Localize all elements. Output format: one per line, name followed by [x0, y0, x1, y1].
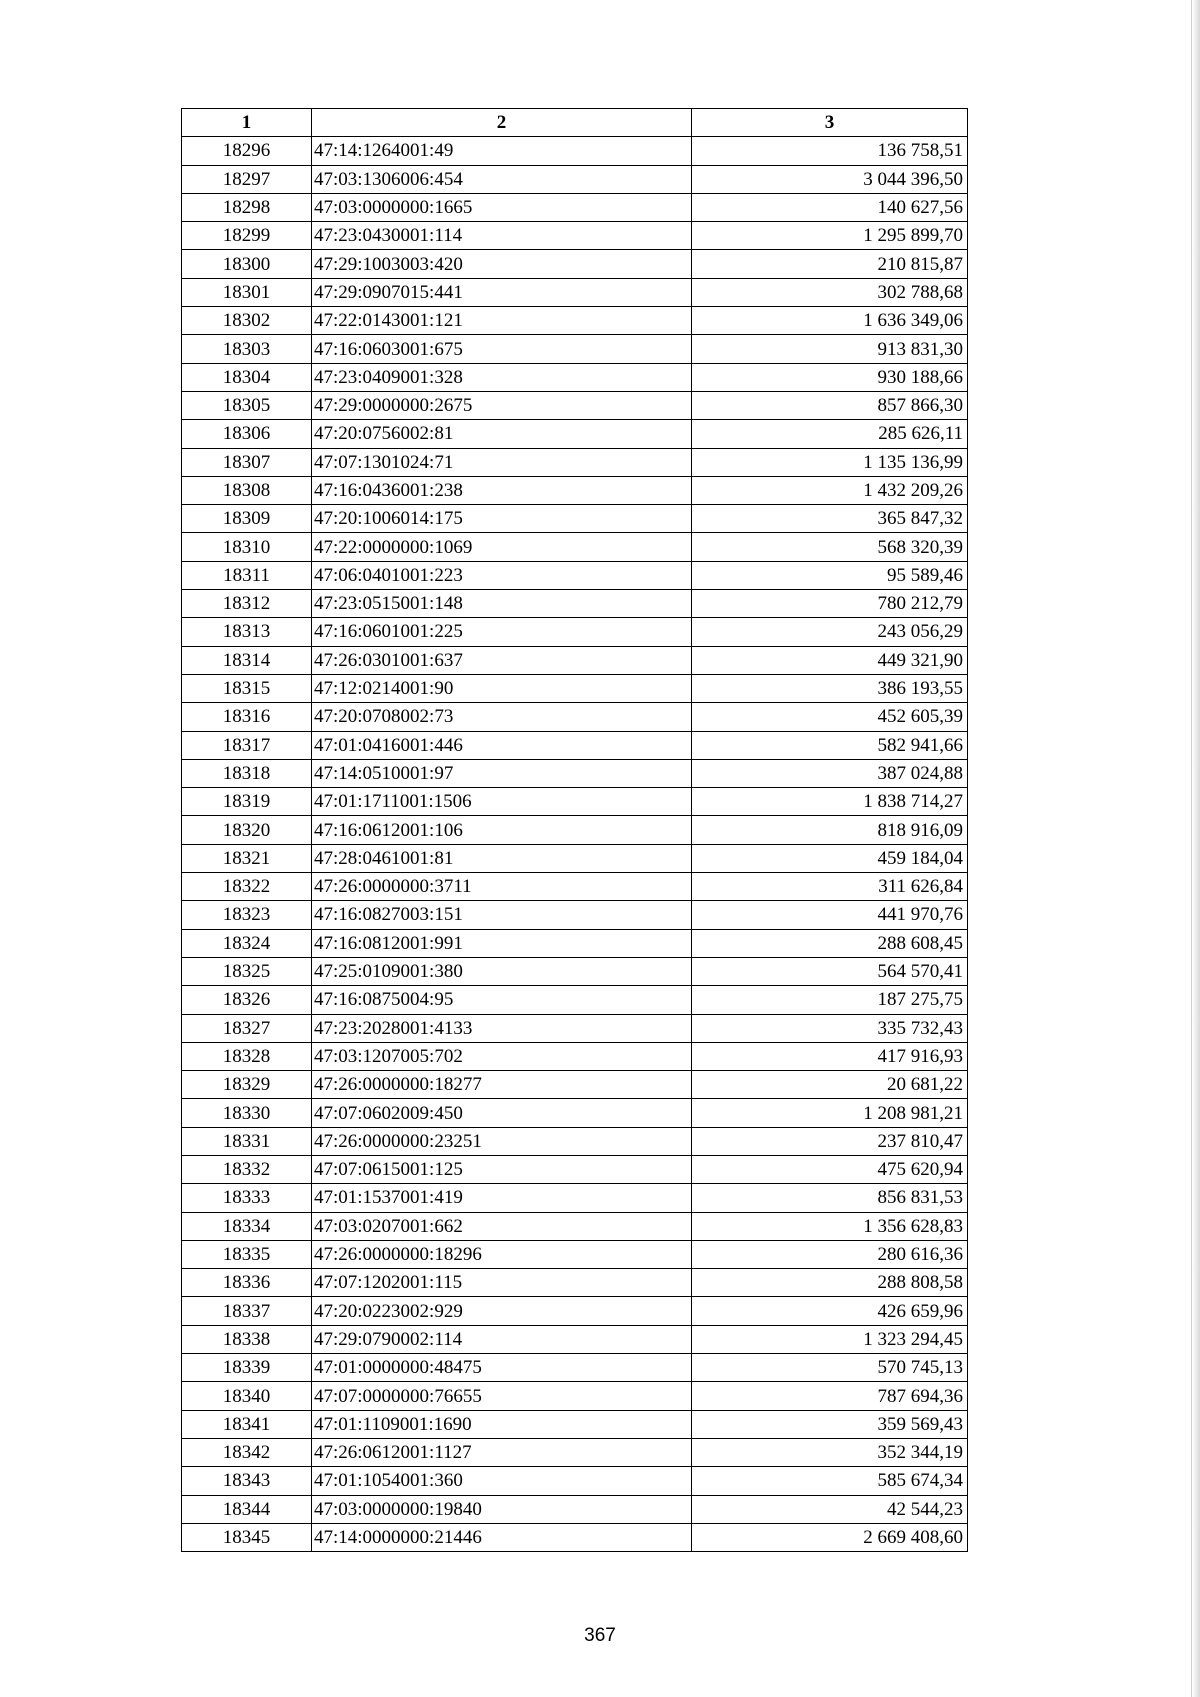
cadastral-number-cell: 47:16:0875004:95 [312, 986, 692, 1014]
cadastral-number-cell: 47:16:0827003:151 [312, 901, 692, 929]
cadastral-number-cell: 47:23:0409001:328 [312, 363, 692, 391]
cadastral-number-cell: 47:20:1006014:175 [312, 505, 692, 533]
row-number-cell: 18319 [182, 788, 312, 816]
table-row [182, 448, 968, 476]
table-row [182, 929, 968, 957]
table-row [182, 250, 968, 278]
value-cell: 1 636 349,06 [692, 307, 968, 335]
table-row [182, 1382, 968, 1410]
cadastral-number-cell: 47:20:0756002:81 [312, 420, 692, 448]
cadastral-number-cell: 47:03:1207005:702 [312, 1042, 692, 1070]
table-header-row [182, 109, 968, 137]
value-cell: 365 847,32 [692, 505, 968, 533]
cadastral-number-cell: 47:07:0000000:76655 [312, 1382, 692, 1410]
row-number-cell: 18325 [182, 957, 312, 985]
row-number-cell: 18334 [182, 1212, 312, 1240]
row-number-cell: 18311 [182, 561, 312, 589]
row-number-cell: 18342 [182, 1438, 312, 1466]
cadastral-number-cell: 47:01:0000000:48475 [312, 1354, 692, 1382]
value-cell: 95 589,46 [692, 561, 968, 589]
value-cell: 564 570,41 [692, 957, 968, 985]
table-row [182, 1438, 968, 1466]
value-cell: 311 626,84 [692, 873, 968, 901]
row-number-cell: 18315 [182, 674, 312, 702]
table-row [182, 901, 968, 929]
cadastral-number-cell: 47:06:0401001:223 [312, 561, 692, 589]
row-number-cell: 18329 [182, 1071, 312, 1099]
cadastral-number-cell: 47:14:1264001:49 [312, 137, 692, 165]
table-row [182, 1467, 968, 1495]
value-cell: 1 208 981,21 [692, 1099, 968, 1127]
row-number-cell: 18312 [182, 590, 312, 618]
cadastral-number-cell: 47:07:0615001:125 [312, 1155, 692, 1183]
table-row [182, 816, 968, 844]
cadastral-number-cell: 47:29:0907015:441 [312, 278, 692, 306]
cadastral-number-cell: 47:01:1054001:360 [312, 1467, 692, 1495]
table-row [182, 844, 968, 872]
cadastral-number-cell: 47:16:0601001:225 [312, 618, 692, 646]
value-cell: 1 838 714,27 [692, 788, 968, 816]
row-number-cell: 18297 [182, 165, 312, 193]
cadastral-number-cell: 47:01:0416001:446 [312, 731, 692, 759]
row-number-cell: 18341 [182, 1410, 312, 1438]
table-row [182, 505, 968, 533]
value-cell: 441 970,76 [692, 901, 968, 929]
table-row [182, 1354, 968, 1382]
value-cell: 818 916,09 [692, 816, 968, 844]
table-row [182, 1240, 968, 1268]
table-row [182, 363, 968, 391]
cadastral-number-cell: 47:26:0000000:3711 [312, 873, 692, 901]
cadastral-number-cell: 47:16:0436001:238 [312, 476, 692, 504]
table-row [182, 307, 968, 335]
value-cell: 1 295 899,70 [692, 222, 968, 250]
row-number-cell: 18328 [182, 1042, 312, 1070]
value-cell: 426 659,96 [692, 1297, 968, 1325]
row-number-cell: 18300 [182, 250, 312, 278]
row-number-cell: 18305 [182, 391, 312, 419]
table-row [182, 137, 968, 165]
table-row [182, 1042, 968, 1070]
row-number-cell: 18324 [182, 929, 312, 957]
table-row [182, 1495, 968, 1523]
value-cell: 459 184,04 [692, 844, 968, 872]
value-cell: 386 193,55 [692, 674, 968, 702]
cadastral-number-cell: 47:25:0109001:380 [312, 957, 692, 985]
table-row [182, 646, 968, 674]
row-number-cell: 18314 [182, 646, 312, 674]
value-cell: 582 941,66 [692, 731, 968, 759]
value-cell: 1 323 294,45 [692, 1325, 968, 1353]
row-number-cell: 18331 [182, 1127, 312, 1155]
value-cell: 288 808,58 [692, 1269, 968, 1297]
table-row [182, 1184, 968, 1212]
row-number-cell: 18322 [182, 873, 312, 901]
data-table [181, 108, 968, 1552]
value-cell: 2 669 408,60 [692, 1523, 968, 1551]
cadastral-number-cell: 47:03:0000000:1665 [312, 193, 692, 221]
table-body [182, 137, 968, 1552]
row-number-cell: 18326 [182, 986, 312, 1014]
value-cell: 452 605,39 [692, 703, 968, 731]
cadastral-number-cell: 47:29:0790002:114 [312, 1325, 692, 1353]
value-cell: 288 608,45 [692, 929, 968, 957]
cadastral-number-cell: 47:26:0000000:23251 [312, 1127, 692, 1155]
table-row [182, 957, 968, 985]
column-header-1: 1 [182, 109, 312, 137]
table-row [182, 590, 968, 618]
cadastral-number-cell: 47:16:0612001:106 [312, 816, 692, 844]
value-cell: 449 321,90 [692, 646, 968, 674]
table-row [182, 278, 968, 306]
row-number-cell: 18337 [182, 1297, 312, 1325]
value-cell: 3 044 396,50 [692, 165, 968, 193]
table-row [182, 420, 968, 448]
row-number-cell: 18323 [182, 901, 312, 929]
table-row [182, 1071, 968, 1099]
row-number-cell: 18299 [182, 222, 312, 250]
cadastral-number-cell: 47:01:1109001:1690 [312, 1410, 692, 1438]
row-number-cell: 18343 [182, 1467, 312, 1495]
column-header-3: 3 [692, 109, 968, 137]
cadastral-number-cell: 47:26:0000000:18277 [312, 1071, 692, 1099]
value-cell: 780 212,79 [692, 590, 968, 618]
cadastral-number-cell: 47:07:1202001:115 [312, 1269, 692, 1297]
row-number-cell: 18320 [182, 816, 312, 844]
row-number-cell: 18332 [182, 1155, 312, 1183]
cadastral-number-cell: 47:12:0214001:90 [312, 674, 692, 702]
row-number-cell: 18335 [182, 1240, 312, 1268]
value-cell: 140 627,56 [692, 193, 968, 221]
table-row [182, 476, 968, 504]
value-cell: 237 810,47 [692, 1127, 968, 1155]
cadastral-number-cell: 47:20:0223002:929 [312, 1297, 692, 1325]
table-row [182, 703, 968, 731]
cadastral-number-cell: 47:03:0207001:662 [312, 1212, 692, 1240]
value-cell: 1 135 136,99 [692, 448, 968, 476]
table-row [182, 759, 968, 787]
table-row [182, 222, 968, 250]
cadastral-number-cell: 47:29:1003003:420 [312, 250, 692, 278]
table-row [182, 1325, 968, 1353]
value-cell: 1 432 209,26 [692, 476, 968, 504]
cadastral-number-cell: 47:16:0812001:991 [312, 929, 692, 957]
row-number-cell: 18344 [182, 1495, 312, 1523]
value-cell: 280 616,36 [692, 1240, 968, 1268]
row-number-cell: 18298 [182, 193, 312, 221]
cadastral-number-cell: 47:03:1306006:454 [312, 165, 692, 193]
table-row [182, 533, 968, 561]
column-header-2: 2 [312, 109, 692, 137]
row-number-cell: 18309 [182, 505, 312, 533]
table-row [182, 1410, 968, 1438]
row-number-cell: 18340 [182, 1382, 312, 1410]
value-cell: 570 745,13 [692, 1354, 968, 1382]
row-number-cell: 18304 [182, 363, 312, 391]
cadastral-number-cell: 47:23:0515001:148 [312, 590, 692, 618]
row-number-cell: 18339 [182, 1354, 312, 1382]
value-cell: 136 758,51 [692, 137, 968, 165]
row-number-cell: 18310 [182, 533, 312, 561]
table-row [182, 1099, 968, 1127]
row-number-cell: 18321 [182, 844, 312, 872]
cadastral-number-cell: 47:07:1301024:71 [312, 448, 692, 476]
value-cell: 42 544,23 [692, 1495, 968, 1523]
cadastral-number-cell: 47:22:0000000:1069 [312, 533, 692, 561]
cadastral-number-cell: 47:26:0612001:1127 [312, 1438, 692, 1466]
cadastral-number-cell: 47:16:0603001:675 [312, 335, 692, 363]
value-cell: 352 344,19 [692, 1438, 968, 1466]
table-row [182, 1269, 968, 1297]
cadastral-number-cell: 47:14:0000000:21446 [312, 1523, 692, 1551]
row-number-cell: 18327 [182, 1014, 312, 1042]
table-row [182, 1297, 968, 1325]
row-number-cell: 18318 [182, 759, 312, 787]
table-row [182, 618, 968, 646]
table-row [182, 561, 968, 589]
row-number-cell: 18316 [182, 703, 312, 731]
table-row [182, 674, 968, 702]
table-row [182, 873, 968, 901]
row-number-cell: 18333 [182, 1184, 312, 1212]
row-number-cell: 18307 [182, 448, 312, 476]
table-row [182, 165, 968, 193]
row-number-cell: 18296 [182, 137, 312, 165]
value-cell: 417 916,93 [692, 1042, 968, 1070]
row-number-cell: 18308 [182, 476, 312, 504]
value-cell: 285 626,11 [692, 420, 968, 448]
cadastral-number-cell: 47:01:1711001:1506 [312, 788, 692, 816]
value-cell: 243 056,29 [692, 618, 968, 646]
row-number-cell: 18317 [182, 731, 312, 759]
value-cell: 585 674,34 [692, 1467, 968, 1495]
cadastral-number-cell: 47:28:0461001:81 [312, 844, 692, 872]
cadastral-number-cell: 47:22:0143001:121 [312, 307, 692, 335]
value-cell: 1 356 628,83 [692, 1212, 968, 1240]
table-row [182, 1127, 968, 1155]
table-row [182, 1155, 968, 1183]
value-cell: 475 620,94 [692, 1155, 968, 1183]
row-number-cell: 18302 [182, 307, 312, 335]
page-number: 367 [584, 1625, 616, 1646]
value-cell: 359 569,43 [692, 1410, 968, 1438]
table-row [182, 1014, 968, 1042]
table-row [182, 788, 968, 816]
row-number-cell: 18313 [182, 618, 312, 646]
value-cell: 930 188,66 [692, 363, 968, 391]
cadastral-number-cell: 47:29:0000000:2675 [312, 391, 692, 419]
cadastral-number-cell: 47:14:0510001:97 [312, 759, 692, 787]
value-cell: 335 732,43 [692, 1014, 968, 1042]
value-cell: 856 831,53 [692, 1184, 968, 1212]
table-row [182, 193, 968, 221]
cadastral-number-cell: 47:03:0000000:19840 [312, 1495, 692, 1523]
value-cell: 302 788,68 [692, 278, 968, 306]
row-number-cell: 18330 [182, 1099, 312, 1127]
value-cell: 187 275,75 [692, 986, 968, 1014]
value-cell: 913 831,30 [692, 335, 968, 363]
value-cell: 210 815,87 [692, 250, 968, 278]
page-edge [1191, 0, 1200, 1697]
row-number-cell: 18306 [182, 420, 312, 448]
row-number-cell: 18303 [182, 335, 312, 363]
cadastral-number-cell: 47:26:0000000:18296 [312, 1240, 692, 1268]
cadastral-number-cell: 47:23:0430001:114 [312, 222, 692, 250]
table-row [182, 391, 968, 419]
row-number-cell: 18345 [182, 1523, 312, 1551]
cadastral-number-cell: 47:26:0301001:637 [312, 646, 692, 674]
cadastral-number-cell: 47:20:0708002:73 [312, 703, 692, 731]
table-row [182, 986, 968, 1014]
value-cell: 20 681,22 [692, 1071, 968, 1099]
cadastral-number-cell: 47:01:1537001:419 [312, 1184, 692, 1212]
cadastral-number-cell: 47:07:0602009:450 [312, 1099, 692, 1127]
value-cell: 787 694,36 [692, 1382, 968, 1410]
value-cell: 568 320,39 [692, 533, 968, 561]
value-cell: 387 024,88 [692, 759, 968, 787]
row-number-cell: 18301 [182, 278, 312, 306]
table-row [182, 1212, 968, 1240]
value-cell: 857 866,30 [692, 391, 968, 419]
table-row [182, 731, 968, 759]
row-number-cell: 18336 [182, 1269, 312, 1297]
table-row [182, 1523, 968, 1551]
row-number-cell: 18338 [182, 1325, 312, 1353]
cadastral-number-cell: 47:23:2028001:4133 [312, 1014, 692, 1042]
table-row [182, 335, 968, 363]
